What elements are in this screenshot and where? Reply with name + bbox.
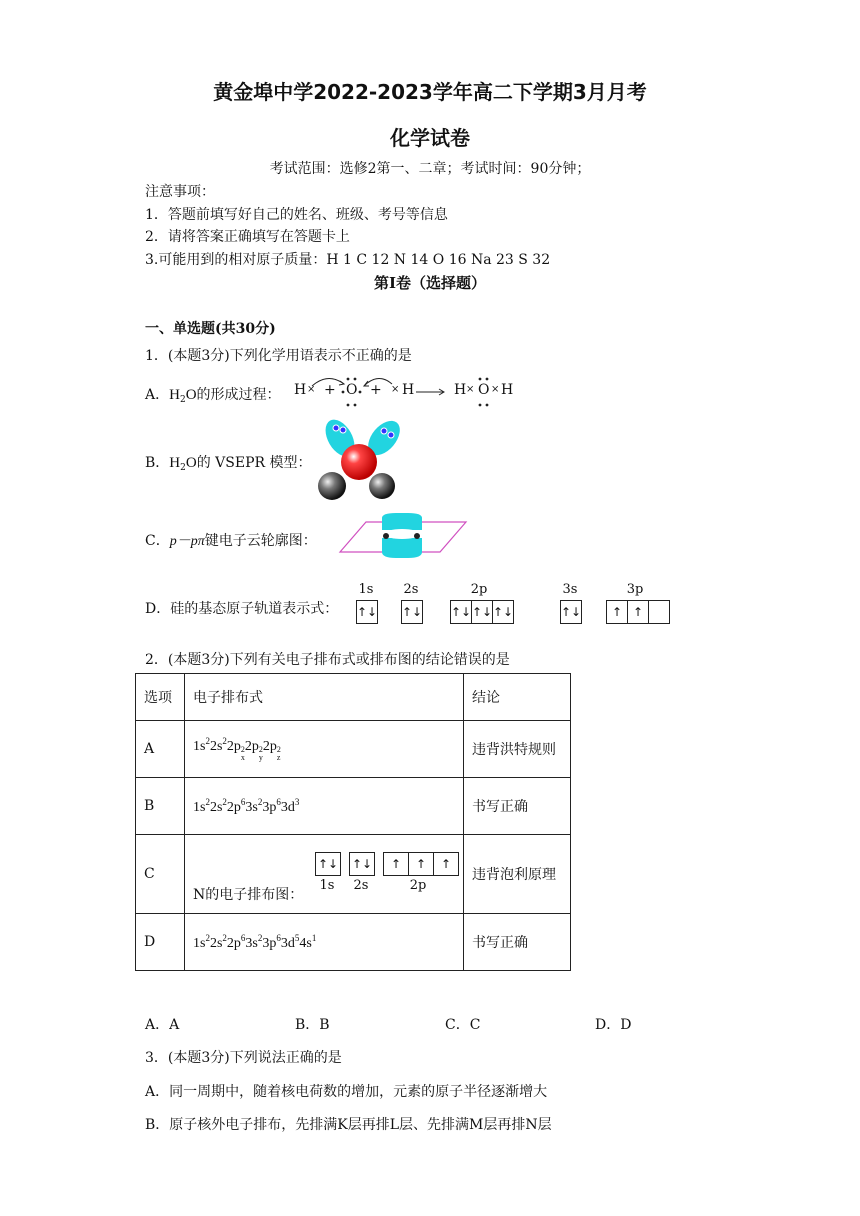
q2-choice-c: C．C [445,1017,481,1033]
q1-option-c: C．p－pπ键电子云轮廓图： [145,533,317,549]
row-conclusion: 书写正确 [464,778,571,835]
table-header-row [136,674,571,721]
q1-option-a: A．$H_2O$的形成过程： [145,387,281,405]
table-row [136,914,571,971]
config-d: $1s^22s^22p^63s^23p^63d^54s^1$ [185,914,464,971]
silicon-orbital-diagram [350,582,710,632]
q2-choice-a: A．A [145,1017,180,1033]
vsepr-model-image [314,416,406,506]
config-a: $1s^22s^22p$ 2 x 2p 2 y 2p 2 z [185,721,464,778]
config-b: $1s^22s^22p^63s^23p^63d^3$ [185,778,464,835]
orbital-label: 3p [626,582,644,597]
header-conclusion: 结论 [464,674,571,721]
q2-choice-b: B．B [295,1017,330,1033]
orbital-box: ↑ [433,852,459,876]
page-title: 黄金埠中学2022-2023学年高二下学期3月月考 [213,80,647,104]
table-row [136,835,571,914]
table-row [136,778,571,835]
note-1: 1．答题前填写好自己的姓名、班级、考号等信息 [145,207,448,223]
nitrogen-orbital-diagram [315,848,465,893]
orbital-box: ↑↓ [450,600,472,624]
row-conclusion: 违背洪特规则 [464,721,571,778]
q3-stem: 3．(本题3分)下列说法正确的是 [145,1050,342,1066]
orbital-label: 2s [353,877,369,893]
orbital-box: ↑ [383,852,409,876]
orbital-box [648,600,670,624]
orbital-box: ↑↓ [356,600,378,624]
q2-stem: 2．(本题3分)下列有关电子排布式或排布图的结论错误的是 [145,652,510,668]
row-option: D [136,914,185,971]
config-table [135,673,571,971]
orbital-box: ↑↓ [315,852,341,876]
orbital-box: ↑↓ [401,600,423,624]
orbital-label: 2s [403,582,419,597]
orbital-label: 2p [409,877,427,893]
header-option: 选项 [136,674,185,721]
orbital-label: 1s [358,582,374,597]
q2-choice-d: D．D [595,1017,632,1033]
orbital-box: ↑↓ [471,600,493,624]
q1-stem: 1．(本题3分)下列化学用语表示不正确的是 [145,348,412,364]
notes-heading: 注意事项： [145,184,215,200]
page-subtitle: 化学试卷 [390,126,470,150]
orbital-box: ↑↓ [349,852,375,876]
note-2: 2．请将答案正确填写在答题卡上 [145,229,350,245]
orbital-label: 2p [470,582,488,597]
config-c [185,835,464,914]
note-3: 3.可能用到的相对原子质量：H 1 C 12 N 14 O 16 Na 23 S 32 [145,252,551,268]
exam-scope: 考试范围：选修2第一、二章；考试时间：90分钟； [269,161,591,177]
q3-option-b: B．原子核外电子排布，先排满K层再排L层、先排满M层再排N层 [145,1117,552,1133]
orbital-label: 1s [319,877,335,893]
orbital-box: ↑ [606,600,628,624]
row-option: A [136,721,185,778]
q1-option-d: D．硅的基态原子轨道表示式： [145,601,339,617]
section-title: 一、单选题(共30分) [145,321,276,337]
orbital-box: ↑↓ [560,600,582,624]
orbital-box: ↑ [627,600,649,624]
n-diagram-label: N的电子排布图： [193,886,304,903]
table-row [136,721,571,778]
row-conclusion: 书写正确 [464,914,571,971]
row-option: B [136,778,185,835]
q1-option-b: B．$H_2O$的 VSEPR 模型： [145,455,312,473]
h2o-formation-equation: H × + O + × H H × O × H [294,372,534,412]
row-conclusion: 违背泡利原理 [464,835,571,914]
orbital-box: ↑ [408,852,434,876]
part-title: 第Ⅰ卷（选择题） [373,274,487,292]
row-option: C [136,835,185,914]
header-config: 电子排布式 [185,674,464,721]
orbital-label: 3s [562,582,578,597]
q3-option-a: A．同一周期中，随着核电荷数的增加，元素的原子半径逐渐增大 [145,1084,548,1100]
p-p-pi-cloud-image [336,512,470,560]
orbital-box: ↑↓ [492,600,514,624]
